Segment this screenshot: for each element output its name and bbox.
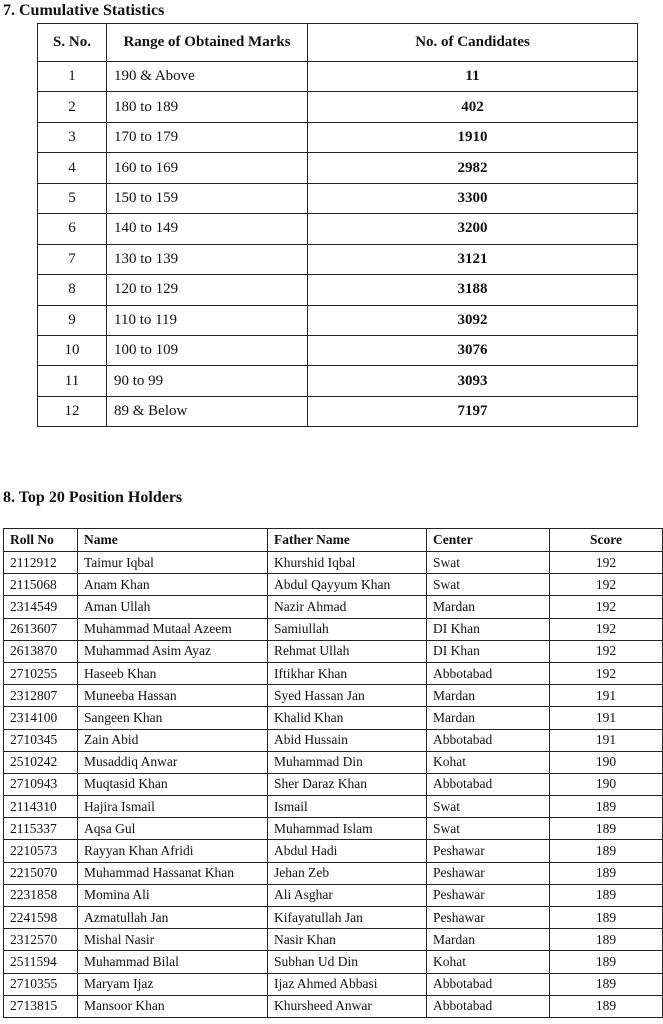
roll-no-cell: 2215070 bbox=[4, 862, 78, 884]
name-header: Name bbox=[78, 529, 268, 552]
candidate-count-cell: 402 bbox=[308, 92, 638, 122]
name-cell: Mansoor Khan bbox=[78, 995, 268, 1017]
father-name-header: Father Name bbox=[268, 529, 427, 552]
sno-header: S. No. bbox=[38, 24, 107, 62]
range-cell: 120 to 129 bbox=[107, 275, 308, 305]
score-cell: 192 bbox=[550, 640, 663, 662]
range-cell: 170 to 179 bbox=[107, 122, 308, 152]
candidate-count-cell: 11 bbox=[308, 62, 638, 92]
table-row bbox=[4, 951, 663, 973]
table-row bbox=[38, 183, 638, 213]
name-cell: Azmatullah Jan bbox=[78, 907, 268, 929]
name-cell: Aman Ullah bbox=[78, 596, 268, 618]
name-cell: Musaddiq Anwar bbox=[78, 751, 268, 773]
score-cell: 189 bbox=[550, 951, 663, 973]
candidate-count-cell: 3121 bbox=[308, 244, 638, 274]
score-cell: 192 bbox=[550, 618, 663, 640]
name-cell: Muhammad Asim Ayaz bbox=[78, 640, 268, 662]
father-name-cell: Ijaz Ahmed Abbasi bbox=[268, 973, 427, 995]
candidate-count-cell: 3092 bbox=[308, 305, 638, 335]
score-cell: 190 bbox=[550, 751, 663, 773]
candidate-count-cell: 7197 bbox=[308, 396, 638, 426]
center-cell: Kohat bbox=[427, 751, 550, 773]
table-row bbox=[4, 751, 663, 773]
table-row bbox=[38, 214, 638, 244]
father-name-cell: Khalid Khan bbox=[268, 707, 427, 729]
center-cell: Abbotabad bbox=[427, 729, 550, 751]
table-row bbox=[38, 153, 638, 183]
roll-no-cell: 2115068 bbox=[4, 574, 78, 596]
center-cell: Peshawar bbox=[427, 840, 550, 862]
sno-cell: 9 bbox=[38, 305, 107, 335]
score-cell: 192 bbox=[550, 574, 663, 596]
center-cell: Swat bbox=[427, 818, 550, 840]
range-cell: 150 to 159 bbox=[107, 183, 308, 213]
center-cell: Abbotabad bbox=[427, 662, 550, 684]
roll-no-cell: 2312570 bbox=[4, 929, 78, 951]
roll-no-cell: 2710255 bbox=[4, 662, 78, 684]
sno-cell: 10 bbox=[38, 335, 107, 365]
center-header: Center bbox=[427, 529, 550, 552]
center-cell: Kohat bbox=[427, 951, 550, 973]
table-row bbox=[4, 662, 663, 684]
name-cell: Momina Ali bbox=[78, 884, 268, 906]
roll-no-cell: 2613870 bbox=[4, 640, 78, 662]
roll-no-cell: 2510242 bbox=[4, 751, 78, 773]
range-cell: 100 to 109 bbox=[107, 335, 308, 365]
score-cell: 190 bbox=[550, 773, 663, 795]
name-cell: Muneeba Hassan bbox=[78, 685, 268, 707]
candidate-count-cell: 2982 bbox=[308, 153, 638, 183]
center-cell: Mardan bbox=[427, 707, 550, 729]
center-cell: Abbotabad bbox=[427, 995, 550, 1017]
table-row bbox=[38, 305, 638, 335]
cumulative-statistics-table bbox=[37, 23, 638, 427]
table-row bbox=[38, 396, 638, 426]
table-row bbox=[38, 244, 638, 274]
name-cell: Sangeen Khan bbox=[78, 707, 268, 729]
table-row bbox=[4, 707, 663, 729]
table-row bbox=[4, 840, 663, 862]
table-row bbox=[38, 92, 638, 122]
center-cell: Swat bbox=[427, 574, 550, 596]
name-cell: Rayyan Khan Afridi bbox=[78, 840, 268, 862]
table-row bbox=[4, 552, 663, 574]
roll-header: Roll No bbox=[4, 529, 78, 552]
roll-no-cell: 2312807 bbox=[4, 685, 78, 707]
table-row bbox=[4, 929, 663, 951]
score-cell: 189 bbox=[550, 995, 663, 1017]
score-cell: 189 bbox=[550, 929, 663, 951]
sno-cell: 7 bbox=[38, 244, 107, 274]
table-row bbox=[4, 973, 663, 995]
range-cell: 140 to 149 bbox=[107, 214, 308, 244]
roll-no-cell: 2314100 bbox=[4, 707, 78, 729]
table-row bbox=[4, 685, 663, 707]
count-header: No. of Candidates bbox=[308, 24, 638, 62]
name-cell: Anam Khan bbox=[78, 574, 268, 596]
center-cell: Mardan bbox=[427, 929, 550, 951]
candidate-count-cell: 3300 bbox=[308, 183, 638, 213]
father-name-cell: Ali Asghar bbox=[268, 884, 427, 906]
father-name-cell: Abid Hussain bbox=[268, 729, 427, 751]
position-holders-table bbox=[3, 528, 663, 1018]
range-cell: 190 & Above bbox=[107, 62, 308, 92]
center-cell: Peshawar bbox=[427, 907, 550, 929]
table-row bbox=[4, 995, 663, 1017]
table-row bbox=[4, 596, 663, 618]
father-name-cell: Sher Daraz Khan bbox=[268, 773, 427, 795]
sno-cell: 2 bbox=[38, 92, 107, 122]
father-name-cell: Iftikhar Khan bbox=[268, 662, 427, 684]
father-name-cell: Ismail bbox=[268, 796, 427, 818]
center-cell: Mardan bbox=[427, 596, 550, 618]
table-row bbox=[4, 618, 663, 640]
father-name-cell: Kifayatullah Jan bbox=[268, 907, 427, 929]
table-row bbox=[38, 62, 638, 92]
roll-no-cell: 2231858 bbox=[4, 884, 78, 906]
father-name-cell: Abdul Hadi bbox=[268, 840, 427, 862]
roll-no-cell: 2114310 bbox=[4, 796, 78, 818]
father-name-cell: Nasir Khan bbox=[268, 929, 427, 951]
sno-cell: 11 bbox=[38, 366, 107, 396]
cumulative-statistics-heading: 7. Cumulative Statistics bbox=[3, 2, 165, 19]
roll-no-cell: 2115337 bbox=[4, 818, 78, 840]
range-cell: 130 to 139 bbox=[107, 244, 308, 274]
range-header: Range of Obtained Marks bbox=[107, 24, 308, 62]
score-cell: 191 bbox=[550, 729, 663, 751]
score-cell: 189 bbox=[550, 862, 663, 884]
name-cell: Muhammad Bilal bbox=[78, 951, 268, 973]
score-cell: 191 bbox=[550, 707, 663, 729]
table-row bbox=[4, 796, 663, 818]
center-cell: Abbotabad bbox=[427, 973, 550, 995]
table-row bbox=[4, 640, 663, 662]
table-header-row bbox=[38, 24, 638, 62]
name-cell: Aqsa Gul bbox=[78, 818, 268, 840]
candidate-count-cell: 3093 bbox=[308, 366, 638, 396]
roll-no-cell: 2613607 bbox=[4, 618, 78, 640]
sno-cell: 4 bbox=[38, 153, 107, 183]
name-cell: Zain Abid bbox=[78, 729, 268, 751]
name-cell: Taimur Iqbal bbox=[78, 552, 268, 574]
table-row bbox=[4, 574, 663, 596]
sno-cell: 3 bbox=[38, 122, 107, 152]
sno-cell: 5 bbox=[38, 183, 107, 213]
roll-no-cell: 2112912 bbox=[4, 552, 78, 574]
score-cell: 189 bbox=[550, 907, 663, 929]
center-cell: Swat bbox=[427, 552, 550, 574]
score-cell: 189 bbox=[550, 973, 663, 995]
score-cell: 191 bbox=[550, 685, 663, 707]
table-row bbox=[4, 729, 663, 751]
name-cell: Muhammad Hassanat Khan bbox=[78, 862, 268, 884]
top-position-holders-heading: 8. Top 20 Position Holders bbox=[3, 489, 183, 506]
score-cell: 189 bbox=[550, 818, 663, 840]
candidate-count-cell: 3188 bbox=[308, 275, 638, 305]
name-cell: Maryam Ijaz bbox=[78, 973, 268, 995]
table-row bbox=[4, 907, 663, 929]
roll-no-cell: 2314549 bbox=[4, 596, 78, 618]
table-row bbox=[38, 275, 638, 305]
name-cell: Mishal Nasir bbox=[78, 929, 268, 951]
sno-cell: 6 bbox=[38, 214, 107, 244]
father-name-cell: Abdul Qayyum Khan bbox=[268, 574, 427, 596]
sno-cell: 1 bbox=[38, 62, 107, 92]
roll-no-cell: 2710355 bbox=[4, 973, 78, 995]
center-cell: Mardan bbox=[427, 685, 550, 707]
name-cell: Muqtasid Khan bbox=[78, 773, 268, 795]
center-cell: Peshawar bbox=[427, 862, 550, 884]
father-name-cell: Nazir Ahmad bbox=[268, 596, 427, 618]
range-cell: 89 & Below bbox=[107, 396, 308, 426]
center-cell: Peshawar bbox=[427, 884, 550, 906]
table-header-row bbox=[4, 529, 663, 552]
name-cell: Haseeb Khan bbox=[78, 662, 268, 684]
table-row bbox=[4, 773, 663, 795]
candidate-count-cell: 3200 bbox=[308, 214, 638, 244]
score-header: Score bbox=[550, 529, 663, 552]
sno-cell: 8 bbox=[38, 275, 107, 305]
candidate-count-cell: 1910 bbox=[308, 122, 638, 152]
score-cell: 189 bbox=[550, 796, 663, 818]
roll-no-cell: 2713815 bbox=[4, 995, 78, 1017]
father-name-cell: Muhammad Din bbox=[268, 751, 427, 773]
candidate-count-cell: 3076 bbox=[308, 335, 638, 365]
score-cell: 192 bbox=[550, 552, 663, 574]
roll-no-cell: 2710345 bbox=[4, 729, 78, 751]
table-row bbox=[4, 884, 663, 906]
father-name-cell: Rehmat Ullah bbox=[268, 640, 427, 662]
roll-no-cell: 2710943 bbox=[4, 773, 78, 795]
center-cell: DI Khan bbox=[427, 618, 550, 640]
name-cell: Muhammad Mutaal Azeem bbox=[78, 618, 268, 640]
roll-no-cell: 2210573 bbox=[4, 840, 78, 862]
score-cell: 192 bbox=[550, 662, 663, 684]
sno-cell: 12 bbox=[38, 396, 107, 426]
father-name-cell: Syed Hassan Jan bbox=[268, 685, 427, 707]
range-cell: 180 to 189 bbox=[107, 92, 308, 122]
table-row bbox=[4, 818, 663, 840]
table-row bbox=[38, 122, 638, 152]
father-name-cell: Jehan Zeb bbox=[268, 862, 427, 884]
father-name-cell: Muhammad Islam bbox=[268, 818, 427, 840]
roll-no-cell: 2241598 bbox=[4, 907, 78, 929]
score-cell: 192 bbox=[550, 596, 663, 618]
score-cell: 189 bbox=[550, 840, 663, 862]
table-row bbox=[4, 862, 663, 884]
father-name-cell: Samiullah bbox=[268, 618, 427, 640]
range-cell: 90 to 99 bbox=[107, 366, 308, 396]
roll-no-cell: 2511594 bbox=[4, 951, 78, 973]
table-row bbox=[38, 366, 638, 396]
father-name-cell: Subhan Ud Din bbox=[268, 951, 427, 973]
name-cell: Hajira Ismail bbox=[78, 796, 268, 818]
range-cell: 160 to 169 bbox=[107, 153, 308, 183]
father-name-cell: Khurshid Iqbal bbox=[268, 552, 427, 574]
center-cell: Abbotabad bbox=[427, 773, 550, 795]
center-cell: DI Khan bbox=[427, 640, 550, 662]
center-cell: Swat bbox=[427, 796, 550, 818]
range-cell: 110 to 119 bbox=[107, 305, 308, 335]
father-name-cell: Khursheed Anwar bbox=[268, 995, 427, 1017]
score-cell: 189 bbox=[550, 884, 663, 906]
table-row bbox=[38, 335, 638, 365]
